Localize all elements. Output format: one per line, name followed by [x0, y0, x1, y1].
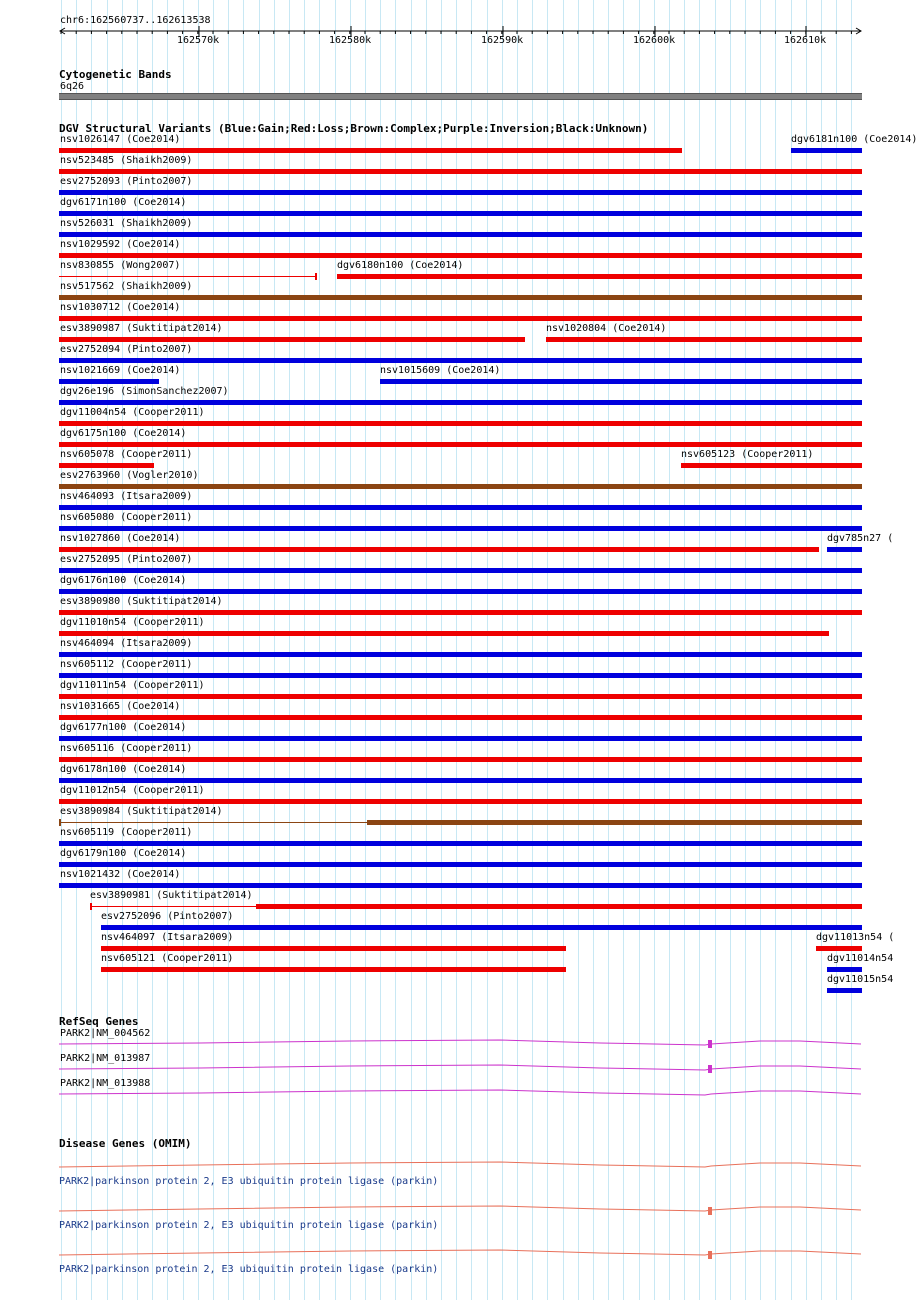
- grid-line: [851, 0, 852, 1300]
- refseq-gene-model[interactable]: [0, 1087, 890, 1101]
- sv-label[interactable]: dgv6179n100 (Coe2014): [60, 848, 187, 859]
- grid-line: [669, 0, 670, 1300]
- ruler-tick-label: 162590k: [481, 35, 524, 46]
- sv-bar[interactable]: [59, 337, 525, 342]
- sv-label[interactable]: nsv605116 (Cooper2011): [60, 743, 193, 754]
- region-label: chr6:162560737..162613538: [60, 15, 211, 26]
- sv-bar[interactable]: [59, 568, 862, 573]
- grid-line: [122, 0, 123, 1300]
- sv-bar[interactable]: [59, 841, 862, 846]
- sv-label[interactable]: dgv6175n100 (Coe2014): [60, 428, 187, 439]
- grid-line: [791, 0, 792, 1300]
- refseq-gene-label[interactable]: PARK2|NM_004562: [60, 1028, 151, 1039]
- sv-label[interactable]: esv3890980 (Suktitipat2014): [60, 596, 223, 607]
- sv-label[interactable]: esv2752095 (Pinto2007): [60, 554, 193, 565]
- grid-line: [274, 0, 275, 1300]
- sv-label[interactable]: nsv1021669 (Coe2014): [60, 365, 181, 376]
- sv-label[interactable]: dgv11013n54 (: [816, 932, 895, 943]
- grid-line: [91, 0, 92, 1300]
- sv-label[interactable]: esv2752096 (Pinto2007): [101, 911, 234, 922]
- omim-exon: [708, 1207, 712, 1215]
- grid-line: [198, 0, 199, 1300]
- cytoband-label[interactable]: 6q26: [60, 81, 85, 92]
- dgv-track-title: DGV Structural Variants (Blue:Gain;Red:Loss;Brown:Complex;Purple:Inversion;Black:Unknown): [59, 122, 649, 135]
- sv-bar[interactable]: [59, 358, 862, 363]
- refseq-exon: [708, 1040, 712, 1048]
- grid-line: [684, 0, 685, 1300]
- grid-line: [319, 0, 320, 1300]
- sv-bar[interactable]: [791, 148, 862, 153]
- sv-bar[interactable]: [681, 463, 862, 468]
- grid-line: [836, 0, 837, 1300]
- grid-line: [578, 0, 579, 1300]
- sv-label[interactable]: nsv605119 (Cooper2011): [60, 827, 193, 838]
- sv-label[interactable]: dgv26e196 (SimonSanchez2007): [60, 386, 229, 397]
- sv-thin-line[interactable]: [59, 276, 316, 277]
- sv-label[interactable]: nsv1020804 (Coe2014): [546, 323, 667, 334]
- sv-bar[interactable]: [59, 631, 829, 636]
- sv-bar[interactable]: [59, 463, 154, 468]
- sv-label[interactable]: dgv6178n100 (Coe2014): [60, 764, 187, 775]
- cytoband-track-title: Cytogenetic Bands: [59, 68, 172, 81]
- ruler-tick-label: 162580k: [329, 35, 372, 46]
- sv-label[interactable]: dgv6181n100 (Coe2014): [791, 134, 917, 145]
- sv-bar[interactable]: [59, 253, 862, 258]
- grid-line: [806, 0, 807, 1300]
- sv-bar[interactable]: [59, 379, 159, 384]
- grid-line: [775, 0, 776, 1300]
- grid-line: [411, 0, 412, 1300]
- sv-bar[interactable]: [546, 337, 862, 342]
- sv-label[interactable]: dgv6180n100 (Coe2014): [337, 260, 464, 271]
- sv-bar[interactable]: [827, 988, 862, 993]
- refseq-exon: [708, 1065, 712, 1073]
- sv-end-cap: [315, 273, 317, 280]
- sv-bar[interactable]: [337, 274, 862, 279]
- grid-line: [745, 0, 746, 1300]
- sv-bar[interactable]: [59, 589, 862, 594]
- cytoband-bar[interactable]: [59, 93, 862, 100]
- sv-bar[interactable]: [59, 757, 862, 762]
- grid-line: [243, 0, 244, 1300]
- grid-line: [487, 0, 488, 1300]
- sv-bar[interactable]: [59, 715, 862, 720]
- grid-line: [395, 0, 396, 1300]
- grid-line: [517, 0, 518, 1300]
- omim-gene-label[interactable]: PARK2|parkinson protein 2, E3 ubiquitin protein ligase (parkin): [59, 1176, 439, 1187]
- grid-line: [760, 0, 761, 1300]
- sv-bar[interactable]: [101, 925, 862, 930]
- grid-line: [213, 0, 214, 1300]
- sv-label[interactable]: esv2752094 (Pinto2007): [60, 344, 193, 355]
- omim-gene-model[interactable]: [0, 1204, 890, 1218]
- grid-line: [532, 0, 533, 1300]
- sv-end-cap: [90, 903, 92, 910]
- grid-line: [471, 0, 472, 1300]
- sv-label[interactable]: nsv1029592 (Coe2014): [60, 239, 181, 250]
- sv-label[interactable]: dgv11004n54 (Cooper2011): [60, 407, 205, 418]
- sv-bar[interactable]: [59, 169, 862, 174]
- grid-line: [76, 0, 77, 1300]
- sv-bar[interactable]: [59, 778, 862, 783]
- sv-bar[interactable]: [59, 316, 862, 321]
- sv-label[interactable]: nsv464094 (Itsara2009): [60, 638, 193, 649]
- sv-bar[interactable]: [59, 484, 862, 489]
- ruler[interactable]: [0, 0, 890, 50]
- sv-bar[interactable]: [59, 400, 862, 405]
- sv-bar[interactable]: [367, 820, 862, 825]
- grid-line: [152, 0, 153, 1300]
- omim-gene-label[interactable]: PARK2|parkinson protein 2, E3 ubiquitin protein ligase (parkin): [59, 1220, 439, 1231]
- grid-line: [654, 0, 655, 1300]
- sv-label[interactable]: nsv526031 (Shaikh2009): [60, 218, 193, 229]
- sv-bar[interactable]: [59, 190, 862, 195]
- ruler-tick-label: 162600k: [633, 35, 676, 46]
- sv-bar[interactable]: [59, 694, 862, 699]
- sv-label[interactable]: nsv830855 (Wong2007): [60, 260, 181, 271]
- ruler-tick-label: 162610k: [784, 35, 827, 46]
- refseq-gene-model[interactable]: [0, 1037, 890, 1051]
- omim-gene-model[interactable]: [0, 1160, 890, 1174]
- sv-label[interactable]: dgv6176n100 (Coe2014): [60, 575, 187, 586]
- sv-bar[interactable]: [59, 799, 862, 804]
- sv-bar[interactable]: [256, 904, 862, 909]
- sv-bar[interactable]: [59, 673, 862, 678]
- sv-bar[interactable]: [101, 967, 566, 972]
- sv-bar[interactable]: [101, 946, 566, 951]
- sv-bar[interactable]: [59, 610, 862, 615]
- sv-bar[interactable]: [59, 883, 862, 888]
- grid-line: [183, 0, 184, 1300]
- sv-bar[interactable]: [59, 547, 819, 552]
- grid-line: [259, 0, 260, 1300]
- grid-line: [426, 0, 427, 1300]
- sv-label[interactable]: dgv11012n54 (Cooper2011): [60, 785, 205, 796]
- sv-label[interactable]: dgv785n27 (: [827, 533, 894, 544]
- sv-bar[interactable]: [816, 946, 862, 951]
- sv-label[interactable]: nsv605080 (Cooper2011): [60, 512, 193, 523]
- grid-line: [107, 0, 108, 1300]
- sv-label[interactable]: nsv523485 (Shaikh2009): [60, 155, 193, 166]
- sv-label[interactable]: dgv6171n100 (Coe2014): [60, 197, 187, 208]
- refseq-track-title: RefSeq Genes: [59, 1015, 139, 1028]
- grid-line: [715, 0, 716, 1300]
- sv-label[interactable]: nsv605123 (Cooper2011): [681, 449, 814, 460]
- grid-line: [608, 0, 609, 1300]
- grid-line: [289, 0, 290, 1300]
- sv-bar[interactable]: [59, 295, 862, 300]
- sv-end-cap: [59, 819, 61, 826]
- sv-bar[interactable]: [59, 526, 862, 531]
- sv-label[interactable]: esv2752093 (Pinto2007): [60, 176, 193, 187]
- grid-line: [502, 0, 503, 1300]
- sv-label[interactable]: dgv11010n54 (Cooper2011): [60, 617, 205, 628]
- omim-gene-label[interactable]: PARK2|parkinson protein 2, E3 ubiquitin protein ligase (parkin): [59, 1264, 439, 1275]
- grid-line: [547, 0, 548, 1300]
- sv-label[interactable]: nsv1021432 (Coe2014): [60, 869, 181, 880]
- sv-label[interactable]: dgv11015n54: [827, 974, 894, 985]
- sv-label[interactable]: nsv605121 (Cooper2011): [101, 953, 234, 964]
- omim-gene-model[interactable]: [0, 1248, 890, 1262]
- sv-label[interactable]: dgv11011n54 (Cooper2011): [60, 680, 205, 691]
- sv-label[interactable]: esv2763960 (Vogler2010): [60, 470, 199, 481]
- omim-exon: [708, 1251, 712, 1259]
- sv-bar[interactable]: [59, 232, 862, 237]
- sv-bar[interactable]: [59, 442, 862, 447]
- grid-line: [456, 0, 457, 1300]
- sv-label[interactable]: nsv605078 (Cooper2011): [60, 449, 193, 460]
- sv-label[interactable]: nsv1026147 (Coe2014): [60, 134, 181, 145]
- grid-line: [441, 0, 442, 1300]
- grid-line: [335, 0, 336, 1300]
- sv-label[interactable]: nsv1027860 (Coe2014): [60, 533, 181, 544]
- sv-bar[interactable]: [380, 379, 862, 384]
- sv-bar[interactable]: [59, 421, 862, 426]
- grid-line: [623, 0, 624, 1300]
- omim-track-title: Disease Genes (OMIM): [59, 1137, 192, 1150]
- sv-label[interactable]: nsv1015609 (Coe2014): [380, 365, 501, 376]
- refseq-gene-label[interactable]: PARK2|NM_013987: [60, 1053, 151, 1064]
- grid-line: [167, 0, 168, 1300]
- grid-line: [730, 0, 731, 1300]
- sv-bar[interactable]: [59, 736, 862, 741]
- grid-line: [639, 0, 640, 1300]
- grid-line: [304, 0, 305, 1300]
- sv-label[interactable]: nsv1031665 (Coe2014): [60, 701, 181, 712]
- sv-label[interactable]: esv3890984 (Suktitipat2014): [60, 806, 223, 817]
- sv-bar[interactable]: [59, 148, 682, 153]
- sv-label[interactable]: nsv464093 (Itsara2009): [60, 491, 193, 502]
- sv-label[interactable]: esv3890981 (Suktitipat2014): [90, 890, 253, 901]
- sv-label[interactable]: dgv6177n100 (Coe2014): [60, 722, 187, 733]
- grid-line: [593, 0, 594, 1300]
- grid-line: [563, 0, 564, 1300]
- sv-bar[interactable]: [827, 547, 862, 552]
- ruler-tick-label: 162570k: [177, 35, 220, 46]
- grid-line: [350, 0, 351, 1300]
- sv-label[interactable]: nsv605112 (Cooper2011): [60, 659, 193, 670]
- sv-bar[interactable]: [59, 862, 862, 867]
- grid-line: [699, 0, 700, 1300]
- sv-label[interactable]: nsv517562 (Shaikh2009): [60, 281, 193, 292]
- sv-label[interactable]: esv3890987 (Suktitipat2014): [60, 323, 223, 334]
- sv-bar[interactable]: [59, 505, 862, 510]
- sv-bar[interactable]: [59, 652, 862, 657]
- sv-bar[interactable]: [827, 967, 862, 972]
- refseq-gene-model[interactable]: [0, 1062, 890, 1076]
- refseq-gene-label[interactable]: PARK2|NM_013988: [60, 1078, 151, 1089]
- grid-line: [61, 0, 62, 1300]
- sv-label[interactable]: nsv1030712 (Coe2014): [60, 302, 181, 313]
- grid-line: [380, 0, 381, 1300]
- grid-line: [137, 0, 138, 1300]
- sv-label[interactable]: dgv11014n54: [827, 953, 894, 964]
- sv-thin-line[interactable]: [90, 906, 256, 907]
- grid-line: [821, 0, 822, 1300]
- sv-label[interactable]: nsv464097 (Itsara2009): [101, 932, 234, 943]
- sv-bar[interactable]: [59, 211, 862, 216]
- grid-line: [228, 0, 229, 1300]
- sv-thin-line[interactable]: [59, 822, 367, 823]
- grid-line: [365, 0, 366, 1300]
